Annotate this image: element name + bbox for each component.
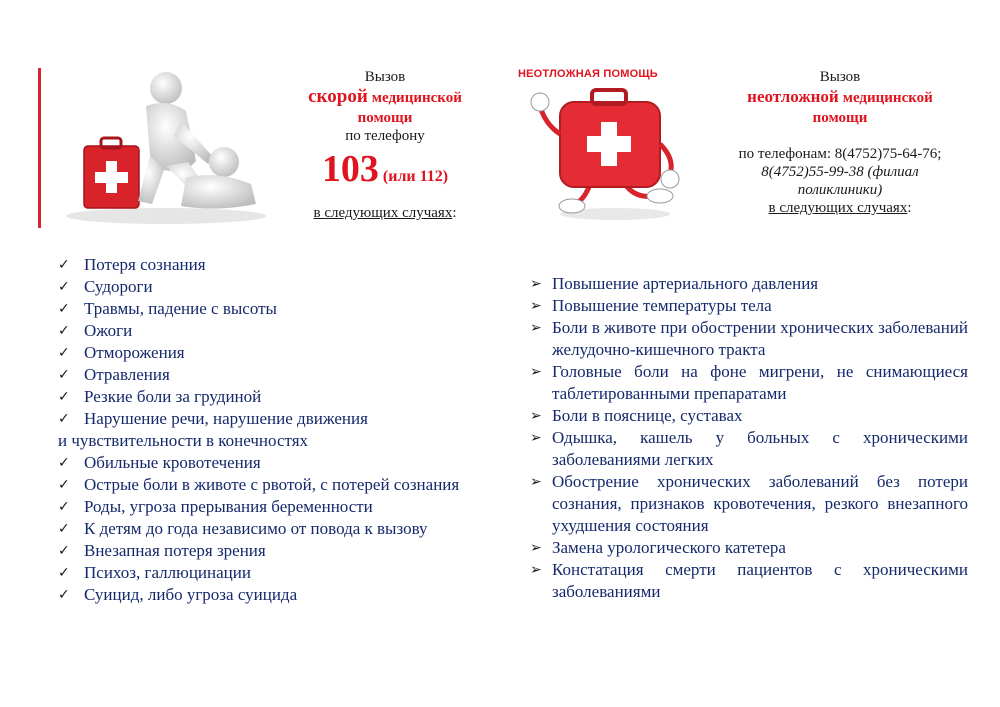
- list-item: ✓ Ожоги: [58, 321, 133, 340]
- emergency-number: 103: [321, 148, 379, 190]
- list-item: ✓ Отравления: [58, 365, 170, 384]
- left-header-rest: медицинской: [371, 90, 462, 106]
- list-item: ✓ Потеря сознания: [58, 255, 206, 274]
- left-cases-label: в следующих случаях:: [313, 205, 457, 221]
- left-header: [280, 68, 490, 222]
- list-item: ✓ Психоз, галлюцинации: [58, 563, 251, 582]
- check-icon: ✓: [58, 323, 70, 339]
- first-aid-illustration: [46, 66, 271, 228]
- list-item: ✓ Отморожения: [58, 343, 185, 362]
- left-header-help: помощи: [357, 110, 413, 126]
- arrow-icon: ➢: [530, 408, 542, 424]
- check-icon: ✓: [58, 587, 70, 603]
- check-icon: ✓: [58, 477, 70, 493]
- first-aid-kit-mascot: [530, 84, 700, 224]
- right-header: [705, 68, 975, 217]
- list-item: ➢ Головные боли на фоне мигрени, не снимающиеся таблетированными препаратами: [530, 362, 968, 403]
- list-item: ➢ Обострение хронических заболеваний без потери сознания, признаков кровотечения, резкого внезапного ухудшения состояния: [530, 472, 968, 535]
- list-item: ✓ Судороги: [58, 277, 153, 296]
- check-icon: ✓: [58, 411, 70, 427]
- list-item: ✓ К детям до года независимо от повода к вызову: [58, 519, 428, 538]
- left-header-call: Вызов: [364, 69, 406, 85]
- accent-line: [38, 68, 41, 228]
- check-icon: ✓: [58, 301, 70, 317]
- list-item: ➢ Боли в пояснице, суставах: [530, 406, 743, 425]
- arrow-icon: ➢: [530, 298, 542, 314]
- list-item: ✓ Суицид, либо угроза суицида: [58, 585, 298, 604]
- check-icon: ✓: [58, 455, 70, 471]
- arrow-icon: ➢: [530, 320, 542, 336]
- list-item: ➢ Боли в животе при обострении хронических заболеваний желудочно-кишечного тракта: [530, 318, 968, 359]
- ambulance-cases-list: [58, 254, 518, 606]
- list-item: ✓ Роды, угроза прерывания беременности: [58, 497, 373, 516]
- arrow-icon: ➢: [530, 540, 542, 556]
- right-header-rest: медицинской: [842, 90, 933, 106]
- check-icon: ✓: [58, 257, 70, 273]
- urgent-care-banner: НЕОТЛОЖНАЯ ПОМОЩЬ: [518, 68, 658, 80]
- right-header-call: Вызов: [819, 69, 861, 85]
- arrow-icon: ➢: [530, 430, 542, 446]
- list-item: ✓ Внезапная потеря зрения: [58, 541, 266, 560]
- right-header-emph: неотложной: [747, 87, 839, 106]
- arrow-icon: ➢: [530, 474, 542, 490]
- check-icon: ✓: [58, 521, 70, 537]
- list-item: ✓ Резкие боли за грудиной: [58, 387, 262, 406]
- check-icon: ✓: [58, 389, 70, 405]
- check-icon: ✓: [58, 543, 70, 559]
- list-item: ✓ Обильные кровотечения: [58, 453, 261, 472]
- list-item: ➢ Замена урологического катетера: [530, 538, 786, 557]
- check-icon: ✓: [58, 565, 70, 581]
- urgent-care-cases-list: [530, 273, 968, 603]
- left-header-emph: скорой: [308, 86, 368, 107]
- emergency-number-alt: (или 112): [382, 168, 449, 185]
- check-icon: ✓: [58, 499, 70, 515]
- list-item: ✓ Нарушение речи, нарушение движения: [58, 409, 368, 428]
- right-cases-label: в следующих случаях:: [768, 200, 912, 216]
- list-item: ✓ Травмы, падение с высоты: [58, 299, 277, 318]
- arrow-icon: ➢: [530, 364, 542, 380]
- check-icon: ✓: [58, 345, 70, 361]
- right-phone-2: 8(4752)55-99-38 (филиал: [761, 164, 919, 180]
- check-icon: ✓: [58, 279, 70, 295]
- check-icon: ✓: [58, 367, 70, 383]
- right-phones-label: по телефонам: 8(4752)75-64-76;: [738, 146, 942, 162]
- list-item: ➢ Повышение артериального давления: [530, 274, 819, 293]
- list-item: ➢ Констатация смерти пациентов с хроническими заболеваниями: [530, 560, 968, 601]
- list-item: ✓ Острые боли в животе с рвотой, с потерей сознания: [58, 475, 460, 494]
- arrow-icon: ➢: [530, 562, 542, 578]
- arrow-icon: ➢: [530, 276, 542, 292]
- list-item: ➢ Повышение температуры тела: [530, 296, 772, 315]
- right-phone-2-branch: поликлиники): [797, 182, 883, 198]
- right-header-help: помощи: [812, 110, 868, 126]
- left-header-phone-label: по телефону: [345, 128, 425, 144]
- list-item: ➢ Одышка, кашель у больных с хроническими заболеваниями легких: [530, 428, 968, 469]
- list-item-continuation: и чувствительности в конечностях: [58, 431, 309, 450]
